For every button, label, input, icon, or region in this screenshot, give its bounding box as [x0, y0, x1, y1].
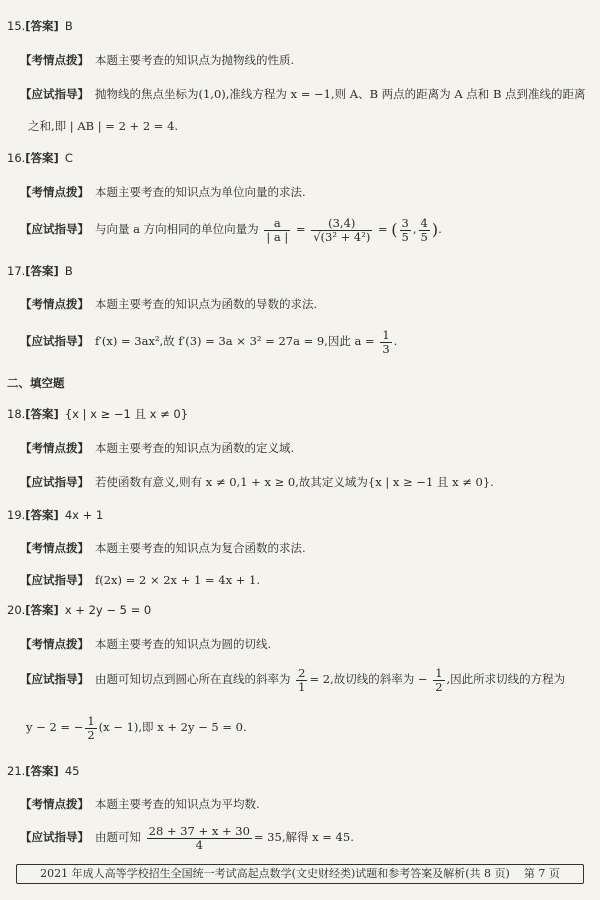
question-19-point [20, 540, 306, 556]
question-number: 19. [7, 508, 26, 522]
question-18-guide [20, 474, 494, 490]
question-17-point [20, 296, 317, 312]
guide-text: 由题可知 [95, 830, 141, 844]
question-21-guide [20, 822, 354, 852]
guide-label: 【应试指导】 [20, 830, 89, 844]
answer-label: [答案] [25, 264, 59, 278]
fraction [85, 715, 96, 742]
point-label: 【考情点拨】 [20, 53, 89, 67]
guide-label: 【应试指导】 [20, 87, 89, 101]
question-18-answer [7, 406, 188, 422]
question-18-point [20, 440, 294, 456]
answer-value: C [64, 151, 73, 165]
question-15-guide [20, 86, 586, 102]
question-20-answer [7, 602, 151, 618]
guide-label: 【应试指导】 [20, 672, 89, 686]
guide-text: (x − 1),即 x + 2y − 5 = 0. [98, 720, 247, 734]
answer-label: [答案] [25, 603, 59, 617]
question-21-answer [7, 763, 79, 779]
guide-text: = 35,解得 x = 45. [253, 830, 354, 844]
question-15-point [20, 52, 294, 68]
question-16-guide [20, 214, 442, 245]
guide-text: ,因此所求切线的方程为 [446, 672, 566, 686]
fraction [147, 825, 252, 852]
question-19-guide [20, 572, 260, 588]
question-number: 20. [7, 603, 26, 617]
fraction [264, 217, 290, 244]
equals-sign: = [295, 222, 306, 236]
numerator: a [264, 217, 290, 231]
numerator: 3 [401, 215, 409, 230]
answer-value: 45 [64, 764, 80, 778]
denominator: 2 [87, 727, 95, 742]
answer-value: x + 2y − 5 = 0 [64, 603, 152, 617]
question-number: 17. [7, 264, 26, 278]
answer-label: [答案] [25, 508, 59, 522]
comma: , [412, 222, 417, 236]
guide-text: 由题可知切点到圆心所在直线的斜率为 [95, 672, 291, 686]
question-21-point [20, 796, 260, 812]
point-text: 本题主要考查的知识点为函数的导数的求法. [95, 297, 318, 311]
right-paren: ) [431, 220, 439, 239]
guide-text: f′(x) = 3ax²,故 f′(3) = 3a × 3² = 27a = 9,因此 a = [95, 334, 375, 348]
fraction [433, 667, 444, 694]
point-text: 本题主要考查的知识点为函数的定义域. [95, 441, 295, 455]
point-label: 【考情点拨】 [20, 541, 89, 555]
point-label: 【考情点拨】 [20, 185, 89, 199]
question-17-guide [20, 326, 397, 356]
point-text: 本题主要考查的知识点为平均数. [95, 797, 260, 811]
question-17-answer [7, 263, 73, 279]
answer-value: {x | x ≥ −1 且 x ≠ 0} [64, 407, 189, 421]
question-15-guide-cont [28, 118, 178, 134]
answer-value: 4x + 1 [64, 508, 104, 522]
guide-text: f(2x) = 2 × 2x + 1 = 4x + 1. [95, 573, 260, 587]
fraction [380, 329, 391, 356]
footer-title: 2021 年成人高等学校招生全国统一考试高起点数学(文史财经类)试题和参考答案及解析(共 8 页) [40, 867, 510, 880]
guide-text: 抛物线的焦点坐标为(1,0),准线方程为 x = −1,则 A、B 两点的距离为 A 点和 B 点到准线的距离 [95, 87, 586, 101]
equals-sign: = [377, 222, 388, 236]
question-20-guide [20, 664, 565, 694]
fraction [296, 667, 307, 694]
guide-text: y − 2 = − [26, 720, 84, 734]
question-number: 16. [7, 151, 26, 165]
guide-label: 【应试指导】 [20, 573, 89, 587]
left-paren: ( [391, 220, 398, 239]
page-number: 第 7 页 [523, 867, 560, 880]
numerator: 2 [298, 665, 306, 680]
point-text: 本题主要考查的知识点为抛物线的性质. [95, 53, 295, 67]
guide-label: 【应试指导】 [20, 334, 89, 348]
numerator: (3,4) [311, 217, 372, 231]
question-20-guide-cont [26, 712, 247, 742]
denominator: 5 [401, 229, 409, 244]
numerator: 28 + 37 + x + 30 [148, 823, 250, 838]
fraction [419, 217, 430, 244]
guide-label: 【应试指导】 [20, 222, 89, 236]
section-title: 二、填空题 [7, 376, 65, 390]
point-label: 【考情点拨】 [20, 297, 89, 311]
question-19-answer [7, 507, 103, 523]
question-16-answer [7, 150, 73, 166]
point-text: 本题主要考查的知识点为单位向量的求法. [95, 185, 306, 199]
point-label: 【考情点拨】 [20, 797, 89, 811]
denominator: 5 [420, 229, 428, 244]
question-16-point [20, 184, 306, 200]
question-number: 21. [7, 764, 26, 778]
answer-label: [答案] [25, 19, 59, 33]
point-label: 【考情点拨】 [20, 637, 89, 651]
guide-label: 【应试指导】 [20, 475, 89, 489]
question-number: 18. [7, 407, 26, 421]
period: . [438, 222, 442, 236]
guide-text: 若使函数有意义,则有 x ≠ 0,1 + x ≥ 0,故其定义域为{x | x ≥ −1 且 x ≠ 0}. [95, 475, 494, 489]
denominator: 4 [195, 837, 203, 852]
guide-text: 与向量 a 方向相同的单位向量为 [95, 222, 259, 236]
question-15-answer [7, 18, 73, 34]
denominator: √(3² + 4²) [313, 229, 371, 244]
denominator: 1 [298, 679, 306, 694]
question-number: 15. [7, 19, 26, 33]
period: . [393, 334, 398, 348]
numerator: 4 [420, 215, 428, 230]
denominator: 2 [435, 679, 443, 694]
point-text: 本题主要考查的知识点为复合函数的求法. [95, 541, 306, 555]
answer-label: [答案] [25, 764, 59, 778]
guide-text: = 2,故切线的斜率为 − [309, 672, 428, 686]
denominator: | a | [266, 229, 289, 244]
point-label: 【考情点拨】 [20, 441, 89, 455]
numerator: 1 [435, 665, 443, 680]
page-footer [16, 864, 584, 884]
point-text: 本题主要考查的知识点为圆的切线. [95, 637, 272, 651]
numerator: 1 [382, 327, 390, 342]
answer-label: [答案] [25, 407, 59, 421]
question-20-point [20, 636, 271, 652]
fraction [311, 217, 372, 244]
answer-value: B [64, 19, 73, 33]
denominator: 3 [382, 341, 390, 356]
guide-text: 之和,即 | AB | = 2 + 2 = 4. [28, 119, 179, 133]
answer-label: [答案] [25, 151, 59, 165]
numerator: 1 [87, 713, 95, 728]
fraction [400, 217, 411, 244]
answer-value: B [64, 264, 73, 278]
